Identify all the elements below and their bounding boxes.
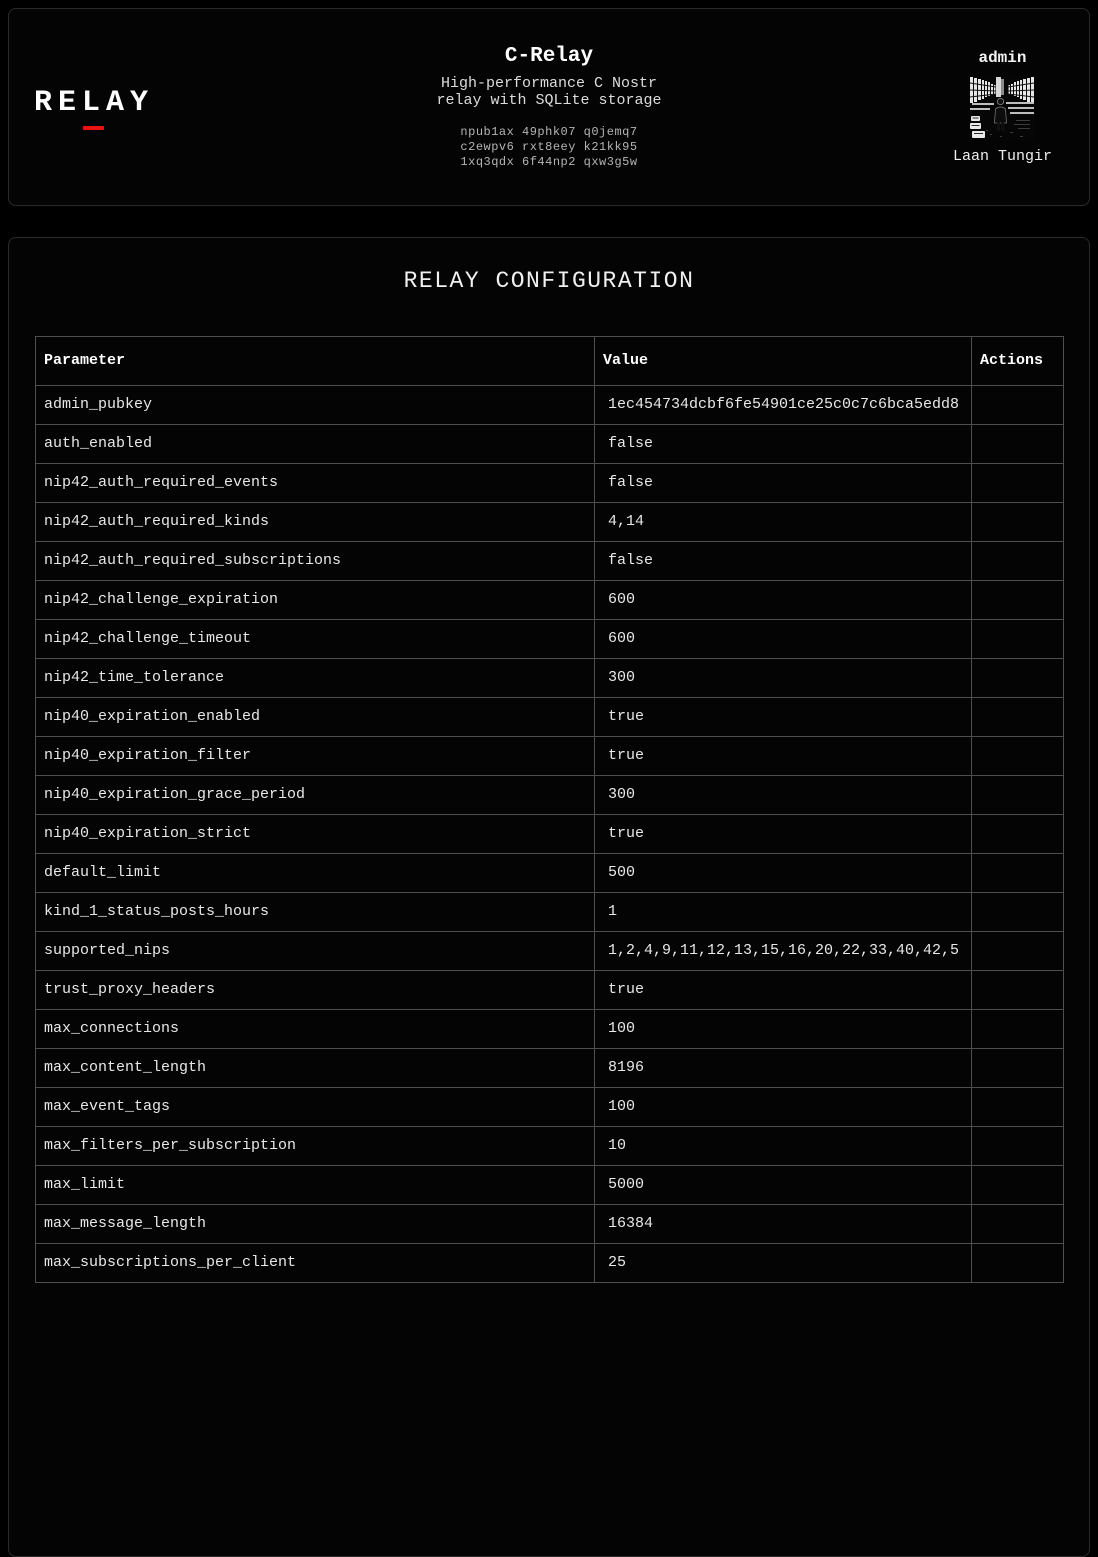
parameter-name-cell: default_limit: [36, 854, 595, 893]
parameter-name-cell: trust_proxy_headers: [36, 971, 595, 1010]
parameter-name-cell: max_connections: [36, 1010, 595, 1049]
parameter-actions-cell: [972, 1166, 1064, 1205]
parameter-value-cell: false: [595, 464, 972, 503]
parameter-value-cell: true: [595, 815, 972, 854]
config-table-row: [36, 776, 1064, 815]
config-table-row: [36, 1127, 1064, 1166]
config-table-row: [36, 854, 1064, 893]
config-table-row: [36, 542, 1064, 581]
parameter-name-cell: nip40_expiration_grace_period: [36, 776, 595, 815]
parameter-actions-cell: [972, 815, 1064, 854]
parameter-actions-cell: [972, 1127, 1064, 1166]
admin-avatar-photo: [970, 76, 1034, 140]
config-section-heading: RELAY CONFIGURATION: [403, 268, 695, 294]
config-table-row: [36, 386, 1064, 425]
config-table-row: [36, 698, 1064, 737]
config-table-row: [36, 464, 1064, 503]
parameter-actions-cell: [972, 1010, 1064, 1049]
admin-profile: [953, 49, 1052, 165]
parameter-actions-cell: [972, 503, 1064, 542]
config-table-row: [36, 737, 1064, 776]
parameter-name-cell: nip40_expiration_strict: [36, 815, 595, 854]
parameter-name-cell: max_event_tags: [36, 1088, 595, 1127]
parameter-value-cell: true: [595, 737, 972, 776]
parameter-value-cell: 500: [595, 854, 972, 893]
parameter-value-cell: 8196: [595, 1049, 972, 1088]
npub-line: 1xq3qdx 6f44np2 qxw3g5w: [460, 154, 638, 169]
relay-npub: [432, 125, 666, 170]
parameter-actions-cell: [972, 1244, 1064, 1283]
parameter-name-cell: nip42_auth_required_events: [36, 464, 595, 503]
parameter-actions-cell: [972, 386, 1064, 425]
column-header-value: Value: [595, 337, 972, 386]
parameter-value-cell: 100: [595, 1010, 972, 1049]
config-table-row: [36, 659, 1064, 698]
relay-logo[interactable]: [34, 85, 154, 130]
parameter-name-cell: nip42_auth_required_subscriptions: [36, 542, 595, 581]
parameter-value-cell: 600: [595, 581, 972, 620]
parameter-value-cell: 25: [595, 1244, 972, 1283]
parameter-value-cell: false: [595, 542, 972, 581]
relay-logo-text: RELAY: [34, 85, 155, 120]
parameter-name-cell: max_subscriptions_per_client: [36, 1244, 595, 1283]
config-table-row: [36, 815, 1064, 854]
relay-logo-red-underline: [83, 126, 104, 130]
npub-line: npub1ax 49phk07 q0jemq7: [460, 124, 638, 139]
relay-subtitle: High-performance C Nostr relay with SQLite storage: [436, 74, 662, 109]
parameter-value-cell: 5000: [595, 1166, 972, 1205]
parameter-actions-cell: [972, 464, 1064, 503]
parameter-value-cell: 16384: [595, 1205, 972, 1244]
parameter-name-cell: auth_enabled: [36, 425, 595, 464]
parameter-name-cell: max_filters_per_subscription: [36, 1127, 595, 1166]
parameter-value-cell: 1ec454734dcbf6fe54901ce25c0c7c6bca5edd8: [595, 386, 972, 425]
config-table-row: [36, 581, 1064, 620]
parameter-actions-cell: [972, 971, 1064, 1010]
config-table-row: [36, 893, 1064, 932]
parameter-actions-cell: [972, 659, 1064, 698]
parameter-actions-cell: [972, 932, 1064, 971]
header-right: [666, 49, 1064, 165]
config-table-row: [36, 1049, 1064, 1088]
parameter-actions-cell: [972, 1088, 1064, 1127]
parameter-value-cell: 100: [595, 1088, 972, 1127]
parameter-actions-cell: [972, 698, 1064, 737]
parameter-name-cell: nip42_challenge_expiration: [36, 581, 595, 620]
config-table-row: [36, 425, 1064, 464]
parameter-actions-cell: [972, 893, 1064, 932]
config-table-row: [36, 620, 1064, 659]
parameter-actions-cell: [972, 425, 1064, 464]
parameter-actions-cell: [972, 737, 1064, 776]
parameter-actions-cell: [972, 1049, 1064, 1088]
parameter-value-cell: true: [595, 698, 972, 737]
admin-name: Laan Tungir: [952, 148, 1052, 165]
config-table-row: [36, 1088, 1064, 1127]
config-table-row: [36, 932, 1064, 971]
parameter-value-cell: 1,2,4,9,11,12,13,15,16,20,22,33,40,42,5: [595, 932, 972, 971]
relay-info-block: [432, 45, 666, 170]
parameter-value-cell: 300: [595, 776, 972, 815]
config-table-row: [36, 971, 1064, 1010]
parameter-actions-cell: [972, 854, 1064, 893]
config-table-row: [36, 503, 1064, 542]
parameter-actions-cell: [972, 581, 1064, 620]
parameter-actions-cell: [972, 776, 1064, 815]
relay-configuration-section: [8, 237, 1090, 1557]
config-table: [35, 336, 1064, 1283]
parameter-name-cell: nip40_expiration_enabled: [36, 698, 595, 737]
column-header-parameter: Parameter: [36, 337, 595, 386]
parameter-name-cell: max_content_length: [36, 1049, 595, 1088]
parameter-name-cell: max_limit: [36, 1166, 595, 1205]
parameter-name-cell: nip42_challenge_timeout: [36, 620, 595, 659]
config-table-body: [36, 386, 1064, 1283]
admin-label: admin: [978, 49, 1027, 67]
parameter-value-cell: 600: [595, 620, 972, 659]
parameter-name-cell: nip42_time_tolerance: [36, 659, 595, 698]
parameter-actions-cell: [972, 542, 1064, 581]
config-table-row: [36, 1205, 1064, 1244]
parameter-actions-cell: [972, 620, 1064, 659]
header-left: [34, 85, 432, 130]
relay-title: C-Relay: [504, 44, 594, 68]
parameter-name-cell: max_message_length: [36, 1205, 595, 1244]
parameter-actions-cell: [972, 1205, 1064, 1244]
config-table-header: [36, 337, 1064, 386]
admin-avatar-image[interactable]: [970, 76, 1034, 140]
parameter-name-cell: nip42_auth_required_kinds: [36, 503, 595, 542]
config-table-header-row: [36, 337, 1064, 386]
parameter-value-cell: 300: [595, 659, 972, 698]
config-table-row: [36, 1166, 1064, 1205]
parameter-value-cell: 4,14: [595, 503, 972, 542]
parameter-value-cell: true: [595, 971, 972, 1010]
parameter-name-cell: nip40_expiration_filter: [36, 737, 595, 776]
npub-line: c2ewpv6 rxt8eey k21kk95: [460, 139, 638, 154]
config-table-row: [36, 1244, 1064, 1283]
parameter-value-cell: 10: [595, 1127, 972, 1166]
column-header-actions: Actions: [972, 337, 1064, 386]
parameter-name-cell: supported_nips: [36, 932, 595, 971]
parameter-value-cell: 1: [595, 893, 972, 932]
page-header: [8, 8, 1090, 206]
parameter-name-cell: kind_1_status_posts_hours: [36, 893, 595, 932]
parameter-name-cell: admin_pubkey: [36, 386, 595, 425]
parameter-value-cell: false: [595, 425, 972, 464]
config-table-row: [36, 1010, 1064, 1049]
